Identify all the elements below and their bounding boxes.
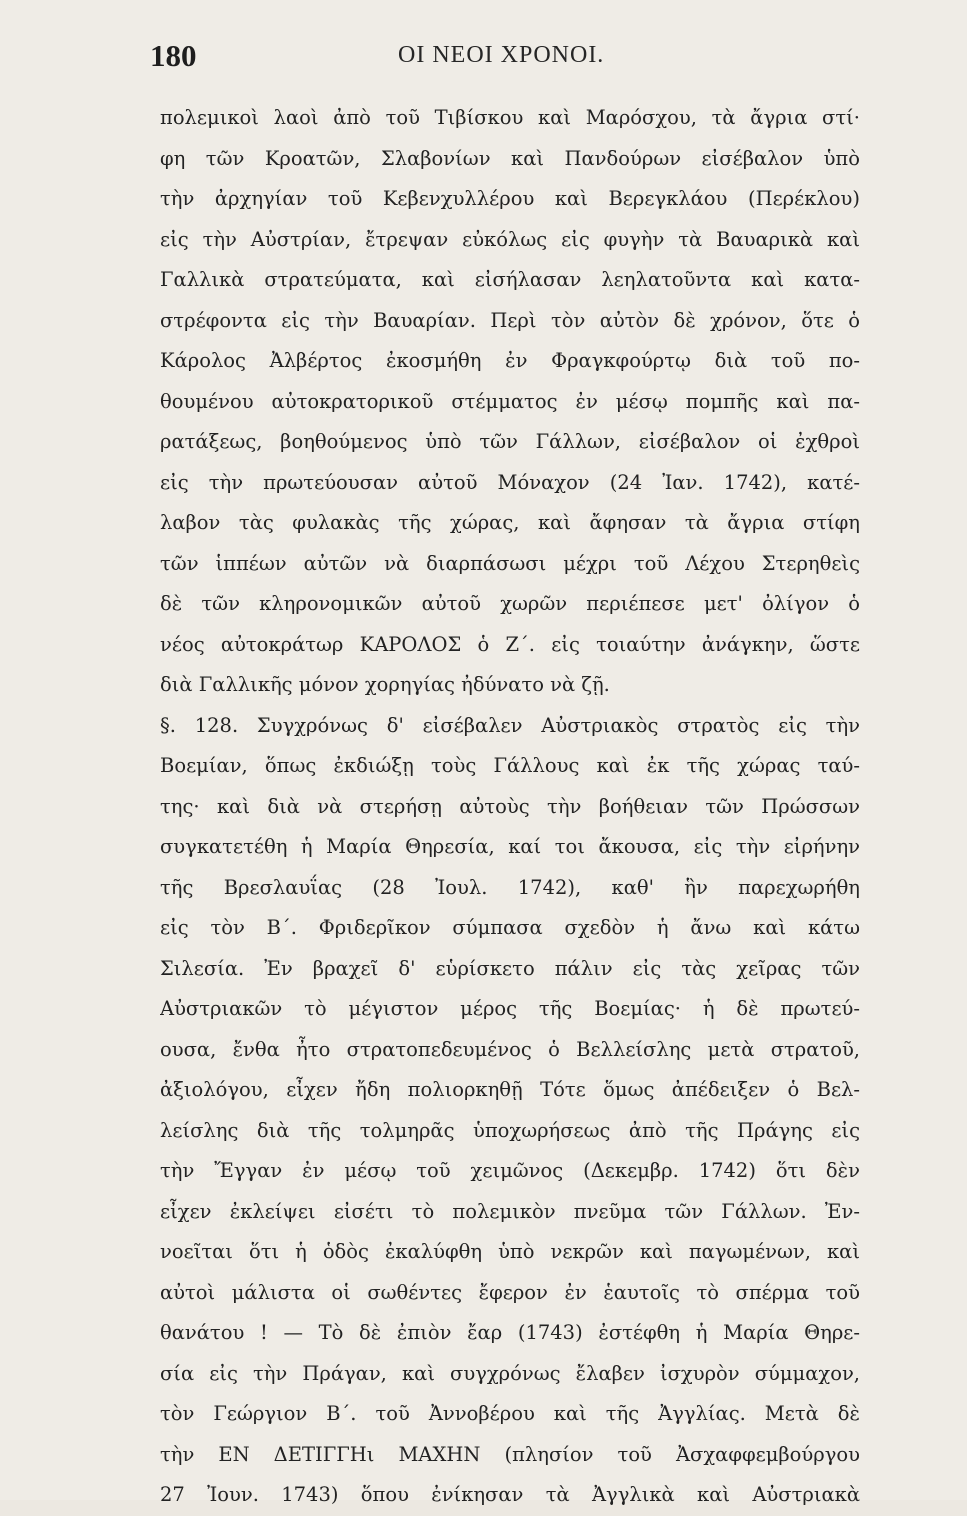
text-line: συγκατετέθη ἡ Μαρία Θηρεσία, καί τοι ἄκουσα, εἰς τὴν εἰρήνην <box>160 835 860 858</box>
text-line: Γαλλικὰ στρατεύματα, καὶ εἰσήλασαν λεηλατοῦντα καὶ κατα- <box>160 268 860 291</box>
text-line: Σιλεσία. Ἐν βραχεῖ δ' εὑρίσκετο πάλιν εἰς τὰς χεῖρας τῶν <box>160 956 860 980</box>
text-line: τὴν ἀρχηγίαν τοῦ Κεβενχυλλέρου καὶ Βερεγκλάου (Περέκλου) <box>160 187 860 210</box>
text-line: τῶν ἱππέων αὐτῶν νὰ διαρπάσωσι μέχρι τοῦ Λέχου Στερηθεὶς <box>160 551 860 575</box>
text-line: Αὐστριακῶν τὸ μέγιστον μέρος τῆς Βοεμίας· ἡ δὲ πρωτεύ- <box>160 997 860 1020</box>
text-line: 27 Ἰουν. 1743) ὅπου ἐνίκησαν τὰ Ἀγγλικὰ καὶ Αὐστριακὰ <box>160 1483 860 1506</box>
text-line: τὴν ΕΝ ΔΕΤΙΓΓΗι ΜΑΧΗΝ (πλησίον τοῦ Ἀσχαφφεμβούργου <box>160 1442 860 1466</box>
text-line: εἰς τὸν Β΄. Φριδερῖκον σύμπασα σχεδὸν ἡ ἄνω καὶ κάτω <box>160 916 860 939</box>
text-line: ἀξιολόγου, εἶχεν ἤδη πολιορκηθῇ Τότε ὅμως ἀπέδειξεν ὁ Βελ- <box>160 1078 860 1101</box>
text-line: στρέφοντα εἰς τὴν Βαυαρίαν. Περὶ τὸν αὐτὸν δὲ χρόνον, ὅτε ὁ <box>160 308 860 332</box>
page-number: 180 <box>150 38 197 73</box>
text-line: πολεμικοὶ λαοὶ ἀπὸ τοῦ Τιβίσκου καὶ Μαρόσχου, τὰ ἄγρια στί· <box>160 106 860 129</box>
text-line: Βοεμίαν, ὅπως ἐκδιώξῃ τοὺς Γάλλους καὶ ἐκ τῆς χώρας ταύ- <box>160 754 860 777</box>
text-line: τὴν Ἔγγαν ἐν μέσῳ τοῦ χειμῶνος (Δεκεμβρ. 1742) ὅτι δὲν <box>160 1159 860 1182</box>
text-line: φη τῶν Κροατῶν, Σλαβονίων καὶ Πανδούρων εἰσέβαλον ὑπὸ <box>160 146 860 170</box>
text-line: νοεῖται ὅτι ἡ ὁδὸς ἐκαλύφθη ὑπὸ νεκρῶν καὶ παγωμένων, καὶ <box>160 1240 860 1263</box>
text-line: λείσλης διὰ τῆς τολμηρᾶς ὑποχωρήσεως ἀπὸ τῆς Πράγης εἰς <box>160 1118 860 1142</box>
running-title: ΟΙ ΝΕΟΙ ΧΡΟΝΟΙ. <box>398 42 605 68</box>
section-start-line: §. 128. Συγχρόνως δ' εἰσέβαλεν Αὐστριακὸς στρατὸς εἰς τὴν <box>160 713 860 737</box>
text-line: ουσα, ἔνθα ἦτο στρατοπεδευμένος ὁ Βελλείσλης μετὰ στρατοῦ, <box>160 1037 860 1061</box>
text-line: σία εἰς τὴν Πράγαν, καὶ συγχρόνως ἔλαβεν ἰσχυρὸν σύμμαχον, <box>160 1361 860 1385</box>
text-line: εἰς τὴν Αὐστρίαν, ἔτρεψαν εὐκόλως εἰς φυγὴν τὰ Βαυαρικὰ καὶ <box>160 227 860 251</box>
text-line: Κάρολος Ἀλβέρτος ἐκοσμήθη ἐν Φραγκφούρτῳ διὰ τοῦ πο- <box>160 349 860 372</box>
text-line: τῆς Βρεσλαυΐας (28 Ἰουλ. 1742), καθ' ἣν παρεχωρήθη <box>160 875 860 899</box>
text-line: της· καὶ διὰ νὰ στερήσῃ αὐτοὺς τὴν βοήθειαν τῶν Πρώσσων <box>160 794 860 818</box>
text-line: θουμένου αὐτοκρατορικοῦ στέμματος ἐν μέσῳ πομπῆς καὶ πα- <box>160 389 860 413</box>
text-line: αὐτοὶ μάλιστα οἱ σωθέντες ἔφερον ἐν ἑαυτοῖς τὸ σπέρμα τοῦ <box>160 1280 860 1304</box>
text-line: εἶχεν ἐκλείψει εἰσέτι τὸ πολεμικὸν πνεῦμα τῶν Γάλλων. Ἐν- <box>160 1199 860 1223</box>
text-line: ρατάξεως, βοηθούμενος ὑπὸ τῶν Γάλλων, εἰσέβαλον οἱ ἐχθροὶ <box>160 430 860 453</box>
body-text <box>160 98 860 1516</box>
text-line: νέος αὐτοκράτωρ ΚΑΡΟΛΟΣ ὁ Ζ΄. εἰς τοιαύτην ἀνάγκην, ὥστε <box>160 632 860 656</box>
text-line: τὸν Γεώργιον Β΄. τοῦ Ἀννοβέρου καὶ τῆς Ἀγγλίας. Μετὰ δὲ <box>160 1402 860 1425</box>
text-line: λαβον τὰς φυλακὰς τῆς χώρας, καὶ ἄφησαν τὰ ἄγρια στίφη <box>160 511 860 534</box>
text-line: θανάτου ! — Τὸ δὲ ἐπιὸν ἔαρ (1743) ἐστέφθη ἡ Μαρία Θηρε- <box>160 1321 860 1344</box>
text-line: εἰς τὴν πρωτεύουσαν αὐτοῦ Μόναχον (24 Ἰαν. 1742), κατέ- <box>160 470 860 494</box>
paragraph-end-line: διὰ Γαλλικῆς μόνον χορηγίας ἠδύνατο νὰ ζῇ. <box>160 673 610 696</box>
text-line: δὲ τῶν κληρονομικῶν αὐτοῦ χωρῶν περιέπεσε μετ' ὀλίγον ὁ <box>160 592 860 615</box>
running-head <box>150 36 870 80</box>
